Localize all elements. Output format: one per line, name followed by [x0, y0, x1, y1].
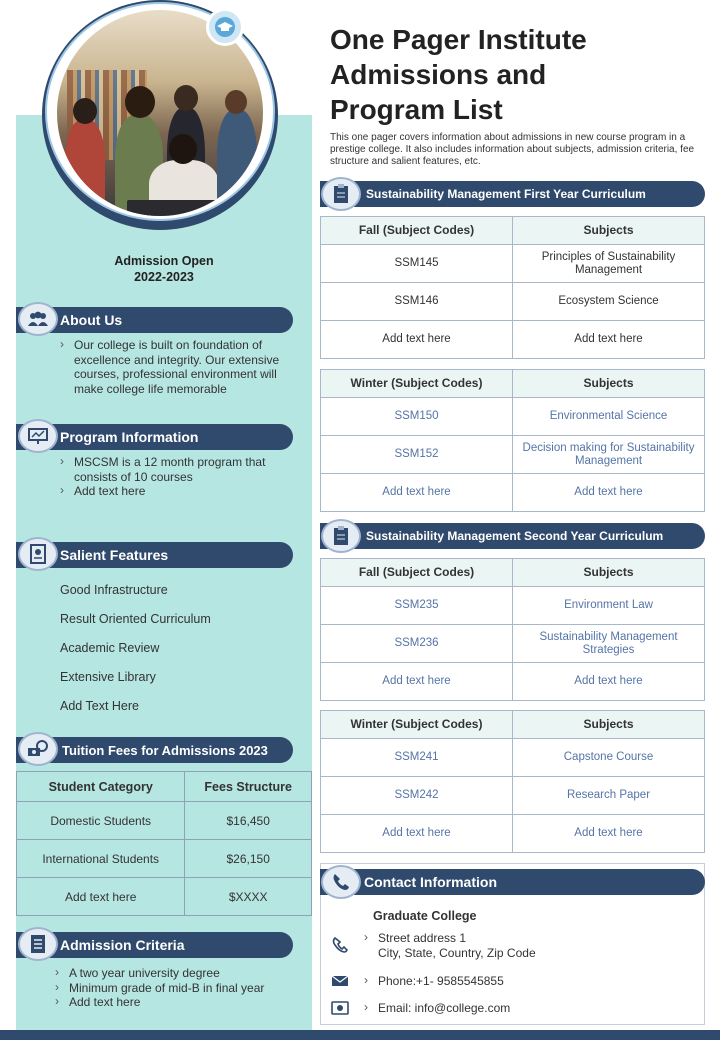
- about-us-title: About Us: [60, 312, 123, 328]
- table-cell: Add text here: [321, 663, 513, 701]
- table-row: [321, 321, 705, 359]
- table-cell: Capstone Course: [513, 739, 705, 777]
- table-row: [321, 283, 705, 321]
- contact-phone-icon: [321, 865, 361, 899]
- admission-open-line: Admission Open: [114, 254, 214, 268]
- criteria-bullet: › Add text here: [55, 995, 305, 1010]
- column-header: Winter (Subject Codes): [321, 711, 513, 739]
- clipboard-icon: [321, 177, 361, 211]
- column-header: Winter (Subject Codes): [321, 370, 513, 398]
- column-header: Subjects: [513, 370, 705, 398]
- table-cell: Add text here: [513, 321, 705, 359]
- email-address: › Email: info@college.com: [364, 1001, 694, 1016]
- first-year-curriculum-title: Sustainability Management First Year Curriculum: [366, 187, 646, 201]
- presentation-icon: [18, 419, 58, 453]
- table-cell: SSM236: [321, 625, 513, 663]
- footer-bar: [0, 1030, 720, 1040]
- first-year-fall-table: [320, 216, 705, 359]
- table-cell: Environment Law: [513, 587, 705, 625]
- table-cell: Add text here: [321, 815, 513, 853]
- contact-address: [364, 931, 694, 960]
- table-row: [321, 663, 705, 701]
- table-cell: Add text here: [321, 321, 513, 359]
- table-cell: International Students: [17, 840, 185, 878]
- table-header-row: [321, 370, 705, 398]
- table-cell: SSM145: [321, 245, 513, 283]
- second-year-curriculum-title: Sustainability Management Second Year Curriculum: [366, 529, 664, 543]
- table-cell: Add text here: [321, 474, 513, 512]
- second-year-winter-table: [320, 710, 705, 853]
- table-row: [17, 840, 312, 878]
- criteria-bullet: › Minimum grade of mid-B in final year: [55, 981, 305, 996]
- program-bullet: › MSCSM is a 12 month program that consists of 10 courses: [60, 455, 285, 484]
- about-us-body: [60, 338, 285, 396]
- table-row: [321, 245, 705, 283]
- table-row: [321, 739, 705, 777]
- column-header: Subjects: [513, 559, 705, 587]
- tuition-fees-title: Tuition Fees for Admissions 2023: [62, 742, 268, 758]
- admission-open-label: [16, 253, 312, 285]
- table-header-row: [321, 711, 705, 739]
- table-cell: SSM235: [321, 587, 513, 625]
- column-header: Subjects: [513, 711, 705, 739]
- table-cell: Decision making for Sustainability Management: [513, 436, 705, 474]
- phone-icon: [330, 937, 350, 953]
- program-info-list: [60, 455, 285, 499]
- address-line: City, State, Country, Zip Code: [378, 945, 536, 960]
- table-row: [321, 436, 705, 474]
- salient-feature-item: Academic Review: [60, 641, 160, 655]
- graduation-cap-icon: [206, 8, 244, 46]
- table-row: [321, 625, 705, 663]
- first-year-winter-table: [320, 369, 705, 512]
- salient-feature-item: Good Infrastructure: [60, 583, 168, 597]
- intro-paragraph: This one pager covers information about admissions in new course program in a prestige college. It also includes information about subjects, admission criteria, fee structure and salient features, etc.: [330, 132, 695, 167]
- admission-criteria-title: Admission Criteria: [60, 937, 185, 953]
- table-cell: $XXXX: [185, 878, 312, 916]
- column-header: Fall (Subject Codes): [321, 217, 513, 245]
- table-row: [321, 398, 705, 436]
- table-cell: Domestic Students: [17, 802, 185, 840]
- table-cell: $26,150: [185, 840, 312, 878]
- address-line: › Street address 1: [364, 931, 694, 946]
- column-header: Fall (Subject Codes): [321, 559, 513, 587]
- table-header-row: [321, 559, 705, 587]
- table-cell: Principles of Sustainability Management: [513, 245, 705, 283]
- page-title: [330, 22, 710, 127]
- column-header: Subjects: [513, 217, 705, 245]
- contact-title: Contact Information: [364, 874, 497, 890]
- table-cell: Ecosystem Science: [513, 283, 705, 321]
- contact-heading: [320, 869, 705, 895]
- program-info-title: Program Information: [60, 429, 199, 445]
- criteria-bullet: › A two year university degree: [55, 966, 305, 981]
- column-header: Fees Structure: [185, 772, 312, 802]
- salient-feature-item: Extensive Library: [60, 670, 156, 684]
- table-cell: Research Paper: [513, 777, 705, 815]
- contact-org: Graduate College: [373, 909, 477, 923]
- table-row: [321, 587, 705, 625]
- salient-feature-item: Result Oriented Curriculum: [60, 612, 211, 626]
- contact-phone: [364, 974, 694, 989]
- web-icon: [330, 1000, 350, 1016]
- tuition-fees-table: [16, 771, 312, 916]
- table-row: [17, 878, 312, 916]
- admission-year: 2022-2023: [134, 270, 194, 284]
- people-icon: [18, 302, 58, 336]
- contact-email: [364, 1001, 694, 1016]
- column-header: Student Category: [17, 772, 185, 802]
- checklist-icon: [18, 927, 58, 961]
- page-title-line: Admissions and: [330, 59, 547, 90]
- table-cell: Add text here: [513, 663, 705, 701]
- clipboard-icon: [321, 519, 361, 553]
- salient-feature-item: Add Text Here: [60, 699, 139, 713]
- table-cell: SSM152: [321, 436, 513, 474]
- table-row: [17, 802, 312, 840]
- mail-icon: [330, 973, 350, 989]
- second-year-curriculum-heading: [320, 523, 705, 549]
- table-row: [321, 777, 705, 815]
- program-bullet: › Add text here: [60, 484, 285, 499]
- table-cell: Add text here: [17, 878, 185, 916]
- table-row: [321, 474, 705, 512]
- phone-number: › Phone:+1- 9585545855: [364, 974, 694, 989]
- page-title-line: One Pager Institute: [330, 24, 587, 55]
- admission-criteria-list: [55, 966, 305, 1010]
- page-title-line: Program List: [330, 94, 503, 125]
- table-row: [321, 815, 705, 853]
- about-us-text: › Our college is built on foundation of excellence and integrity. Our extensive courses, professional environment will make college life memorable: [60, 338, 285, 396]
- second-year-fall-table: [320, 558, 705, 701]
- salient-features-title: Salient Features: [60, 547, 169, 563]
- table-cell: SSM146: [321, 283, 513, 321]
- document-icon: [18, 537, 58, 571]
- table-header-row: [321, 217, 705, 245]
- table-cell: Add text here: [513, 474, 705, 512]
- table-cell: SSM242: [321, 777, 513, 815]
- table-cell: Add text here: [513, 815, 705, 853]
- table-cell: $16,450: [185, 802, 312, 840]
- table-header-row: [17, 772, 312, 802]
- money-icon: [18, 732, 58, 766]
- table-cell: Sustainability Management Strategies: [513, 625, 705, 663]
- table-cell: SSM241: [321, 739, 513, 777]
- table-cell: Environmental Science: [513, 398, 705, 436]
- table-cell: SSM150: [321, 398, 513, 436]
- first-year-curriculum-heading: [320, 181, 705, 207]
